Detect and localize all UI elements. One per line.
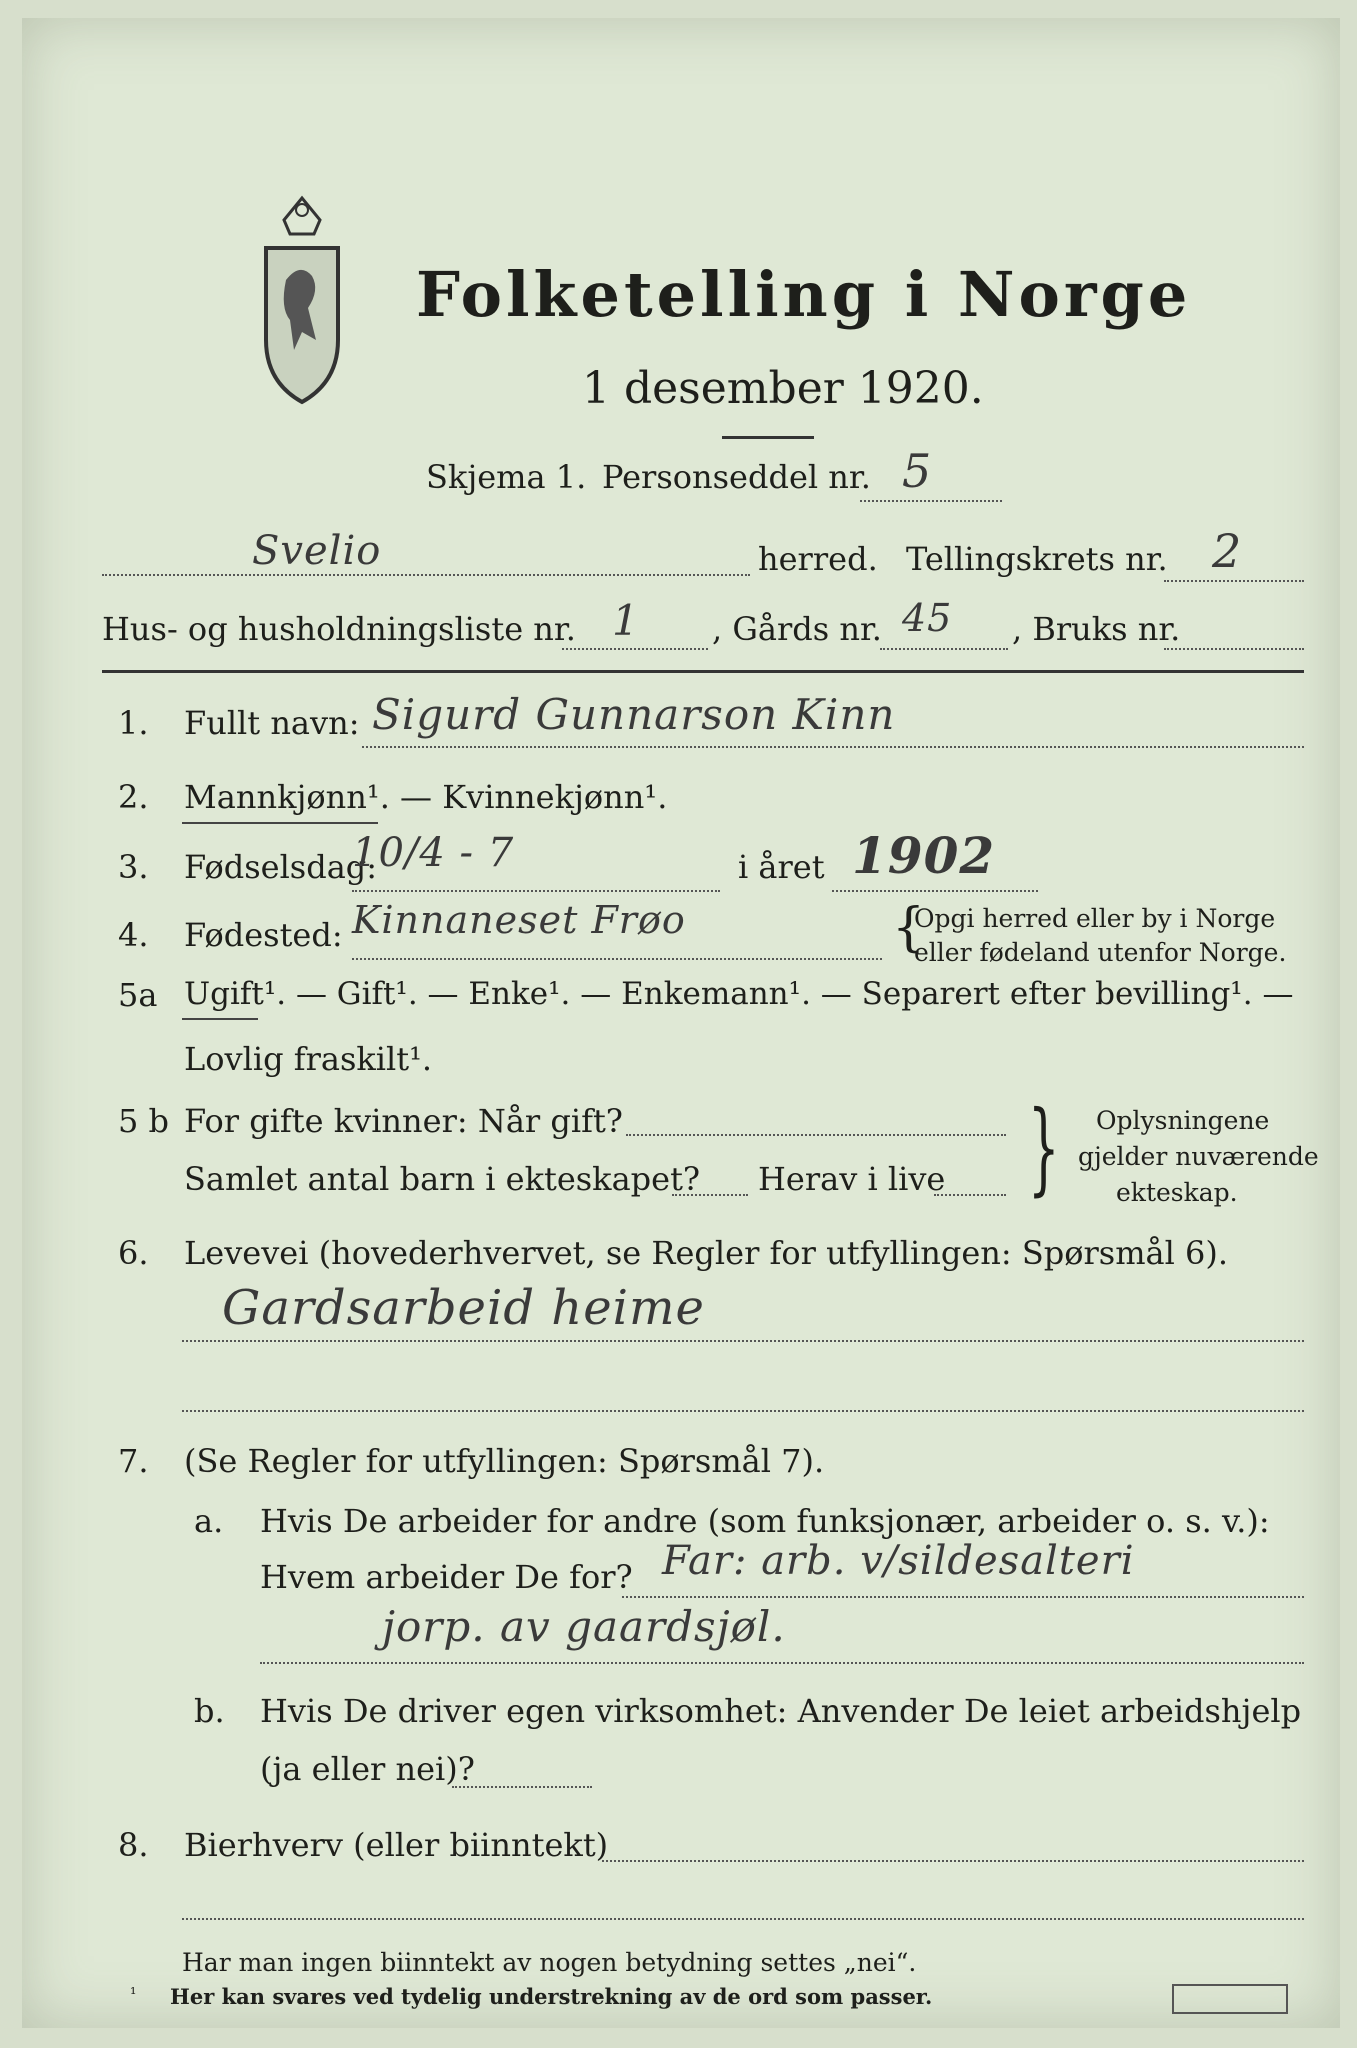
q5b-number: 5 b: [118, 1102, 170, 1140]
q6-value: Gardsarbeid heime: [222, 1280, 705, 1336]
husliste-line: [562, 648, 708, 650]
q7a-line-a: [622, 1596, 1304, 1598]
q6-line2: [182, 1410, 1304, 1412]
q7a-value1: Far: arb. v/sildesalteri: [662, 1538, 1135, 1584]
q3-line: [352, 890, 720, 892]
q5a-number: 5a: [118, 976, 158, 1014]
q7b-line2: (ja eller nei)?: [260, 1750, 475, 1788]
q5b-children-line: [672, 1194, 748, 1196]
personseddel-line: [860, 500, 1002, 502]
q3-year-value: 1902: [852, 826, 996, 885]
q3-number: 3.: [118, 848, 149, 886]
husliste-value: 1: [612, 596, 640, 645]
tellingskrets-line: [1164, 580, 1304, 582]
census-form: [22, 18, 1340, 2028]
q1-line: [362, 746, 1304, 748]
q5b-brace: }: [1027, 1089, 1060, 1206]
footnote-text: Her kan svares ved tydelig understrekning av de ord som passer.: [170, 1984, 933, 2009]
q5a-underline: [182, 1018, 258, 1020]
q7-number: 7.: [118, 1442, 149, 1480]
q5b-note3: ekteskap.: [1116, 1178, 1238, 1207]
census-date: 1 desember 1920.: [582, 363, 984, 414]
q3-label: Fødselsdag:: [184, 848, 378, 886]
q4-number: 4.: [118, 916, 149, 954]
q4-line: [352, 958, 882, 960]
q8-number: 8.: [118, 1826, 149, 1864]
personseddel-value: 5: [902, 444, 933, 498]
q8-line1: [602, 1860, 1304, 1862]
footer-note: Har man ingen biinntekt av nogen betydning settes „nei“.: [182, 1948, 917, 1977]
schema-label: Skjema 1.: [426, 458, 587, 496]
q7a-line1: Hvis De arbeider for andre (som funksjonær, arbeider o. s. v.):: [260, 1502, 1270, 1540]
q5a-line2: Lovlig fraskilt¹.: [184, 1040, 433, 1078]
gards-value: 45: [902, 596, 953, 640]
q6-line1: [182, 1340, 1304, 1342]
q7-label: (Se Regler for utfyllingen: Spørsmål 7).: [184, 1442, 825, 1480]
q3-year-label: i året: [738, 848, 825, 886]
q4-note-line1: Opgi herred eller by i Norge: [914, 904, 1276, 933]
q4-note-line2: eller fødeland utenfor Norge.: [914, 938, 1287, 967]
title-divider: [722, 436, 814, 439]
herred-line: [102, 574, 750, 576]
page-title: Folketelling i Norge: [416, 258, 1192, 331]
q5b-line2-a: Samlet antal barn i ekteskapet?: [184, 1160, 701, 1198]
gards-line: [880, 648, 1008, 650]
q5b-note2: gjelder nuværende: [1078, 1142, 1319, 1171]
q5b-alive-line: [934, 1194, 1006, 1196]
q5a-line1: Ugift¹. — Gift¹. — Enke¹. — Enkemann¹. — Separert efter bevilling¹. —: [184, 976, 1294, 1012]
q4-value: Kinnaneset Frøo: [352, 898, 686, 942]
bruks-label: , Bruks nr.: [1012, 610, 1181, 648]
q7b-line1: Hvis De driver egen virksomhet: Anvender De leiet arbeidshjelp: [260, 1692, 1302, 1730]
personseddel-label: Personseddel nr.: [602, 458, 871, 496]
q3-year-line: [832, 890, 1038, 892]
q7a-value2: jorp. av gaardsjøl.: [382, 1602, 786, 1651]
husliste-label: Hus- og husholdningsliste nr.: [102, 610, 576, 648]
q2-number: 2.: [118, 778, 149, 816]
q5b-note1: Oplysningene: [1096, 1106, 1270, 1135]
q7a-letter: a.: [194, 1502, 224, 1540]
q2-underline: [182, 822, 378, 824]
printer-stamp: [1172, 1984, 1288, 2014]
q7a-line2: Hvem arbeider De for?: [260, 1558, 633, 1596]
q1-value: Sigurd Gunnarson Kinn: [372, 690, 896, 739]
q6-label: Levevei (hovederhvervet, se Regler for utfyllingen: Spørsmål 6).: [184, 1234, 1229, 1272]
q5b-line2-b: Herav i live: [758, 1160, 946, 1198]
q8-label: Bierhverv (eller biinntekt): [184, 1826, 609, 1864]
q7b-line: [452, 1786, 592, 1788]
q4-brace: {: [892, 898, 926, 958]
herred-value: Svelio: [252, 528, 382, 574]
q7b-letter: b.: [194, 1692, 225, 1730]
q1-number: 1.: [118, 704, 149, 742]
header-divider: [102, 670, 1304, 673]
footnote-mark: ¹: [130, 1984, 137, 2003]
q7a-line-b: [260, 1662, 1304, 1664]
tellingskrets-value: 2: [1212, 524, 1243, 578]
bruks-line: [1164, 648, 1304, 650]
q1-label: Fullt navn:: [184, 704, 360, 742]
q4-label: Fødested:: [184, 916, 343, 954]
q5b-married-line: [626, 1134, 1006, 1136]
q3-value: 10/4 - 7: [352, 830, 515, 876]
q5b-line1: For gifte kvinner: Når gift?: [184, 1102, 623, 1140]
tellingskrets-label: Tellingskrets nr.: [906, 540, 1168, 578]
q8-line2: [182, 1918, 1304, 1920]
gards-label: , Gårds nr.: [712, 610, 882, 648]
coat-of-arms-icon: [254, 190, 350, 410]
herred-label: herred.: [758, 540, 878, 578]
q2-label: Mannkjønn¹. — Kvinnekjønn¹.: [184, 778, 668, 816]
q6-number: 6.: [118, 1234, 149, 1272]
